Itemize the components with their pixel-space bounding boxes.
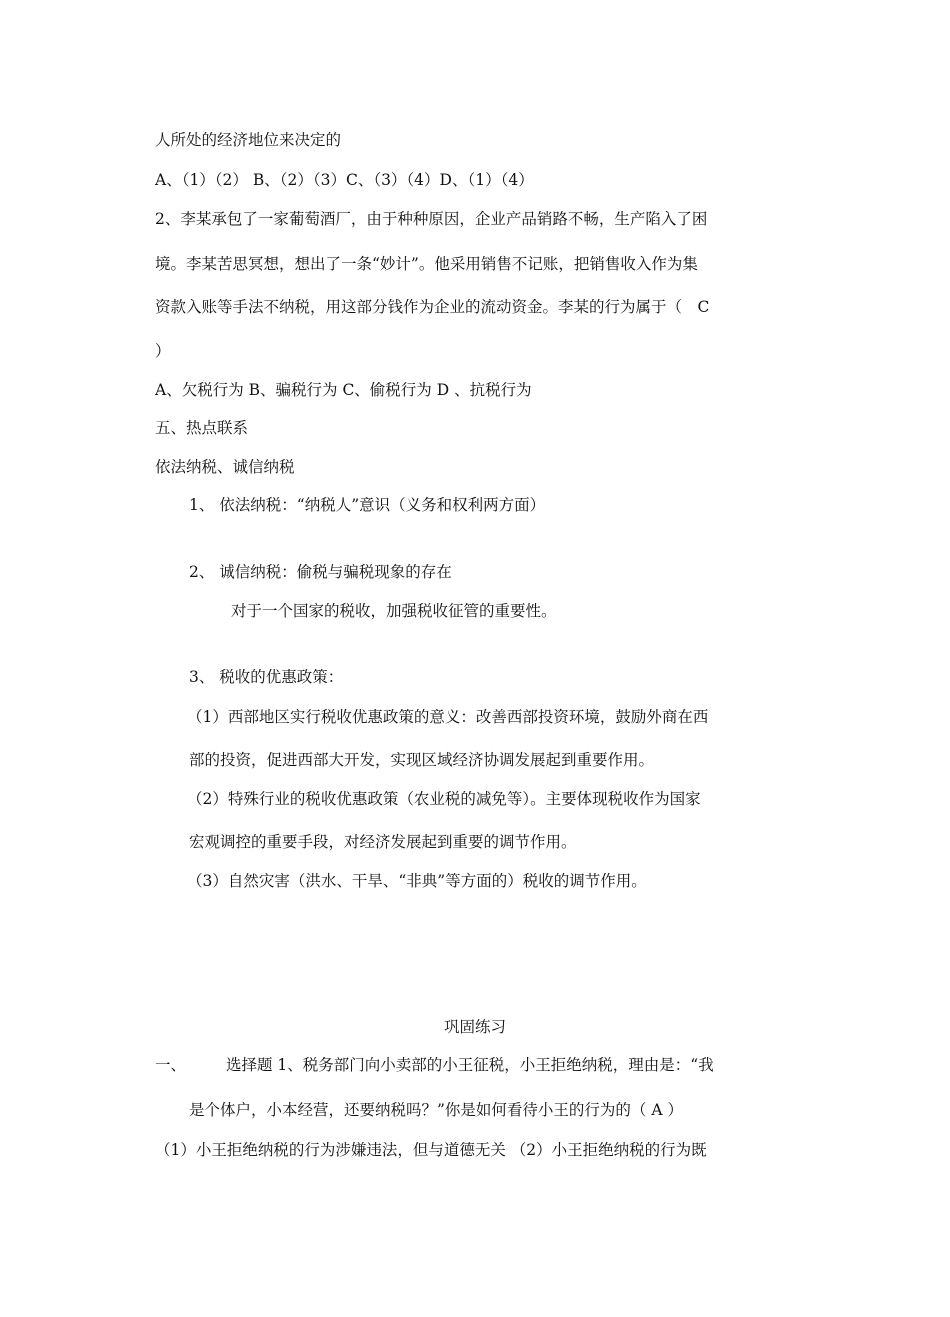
text-line: 部的投资，促进西部大开发，实现区域经济协调发展起到重要作用。 — [189, 751, 655, 769]
section-heading: 五、热点联系 — [155, 419, 249, 437]
question-number: 一、 — [155, 1056, 187, 1074]
text-line: 对于一个国家的税收，加强税收征管的重要性。 — [231, 602, 557, 620]
sub-item: （2）特殊行业的税收优惠政策（农业税的减免等）。主要体现税收作为国家 — [187, 790, 701, 808]
sub-item: （1）西部地区实行税收优惠政策的意义：改善西部投资环境，鼓励外商在西 — [187, 708, 709, 726]
sub-item: （3）自然灾害（洪水、干旱、“非典”等方面的）税收的调节作用。 — [187, 872, 647, 890]
section-subheading: 依法纳税、诚信纳税 — [155, 458, 295, 476]
text-line: 资款入账等手法不纳税，用这部分钱作为企业的流动资金。李某的行为属于（ C — [155, 298, 710, 316]
question-text: 选择题 1、税务部门向小卖部的小王征税，小王拒绝纳税，理由是：“我 — [226, 1056, 714, 1074]
answer-options-line: A、欠税行为 B、骗税行为 C、偷税行为 D 、抗税行为 — [155, 381, 532, 399]
question-2-line: 2、李某承包了一家葡萄酒厂，由于种种原因，企业产品销路不畅，生产陷入了困 — [155, 210, 708, 228]
answer-options-line: A、（1）（2） B、（2）（3）C、（3）（4）D、（1）（4） — [155, 171, 534, 189]
text-line: ） — [155, 342, 171, 360]
list-item: 3、 税收的优惠政策： — [189, 668, 344, 686]
list-item: 1、 依法纳税：“纳税人”意识（义务和权利两方面） — [189, 496, 546, 514]
text-line: 人所处的经济地位来决定的 — [155, 131, 342, 149]
practice-title: 巩固练习 — [443, 1018, 506, 1036]
question-option-line: （1）小王拒绝纳税的行为涉嫌违法，但与道德无关 （2）小王拒绝纳税的行为既 — [155, 1141, 707, 1159]
question-text: 是个体户，小本经营，还要纳税吗？”你是如何看待小王的行为的（ A ） — [189, 1101, 683, 1119]
text-line: 宏观调控的重要手段，对经济发展起到重要的调节作用。 — [189, 833, 577, 851]
text-line: 境。李某苦思冥想，想出了一条“妙计”。他采用销售不记账，把销售收入作为集 — [155, 255, 698, 273]
list-item: 2、 诚信纳税：偷税与骗税现象的存在 — [189, 563, 452, 581]
